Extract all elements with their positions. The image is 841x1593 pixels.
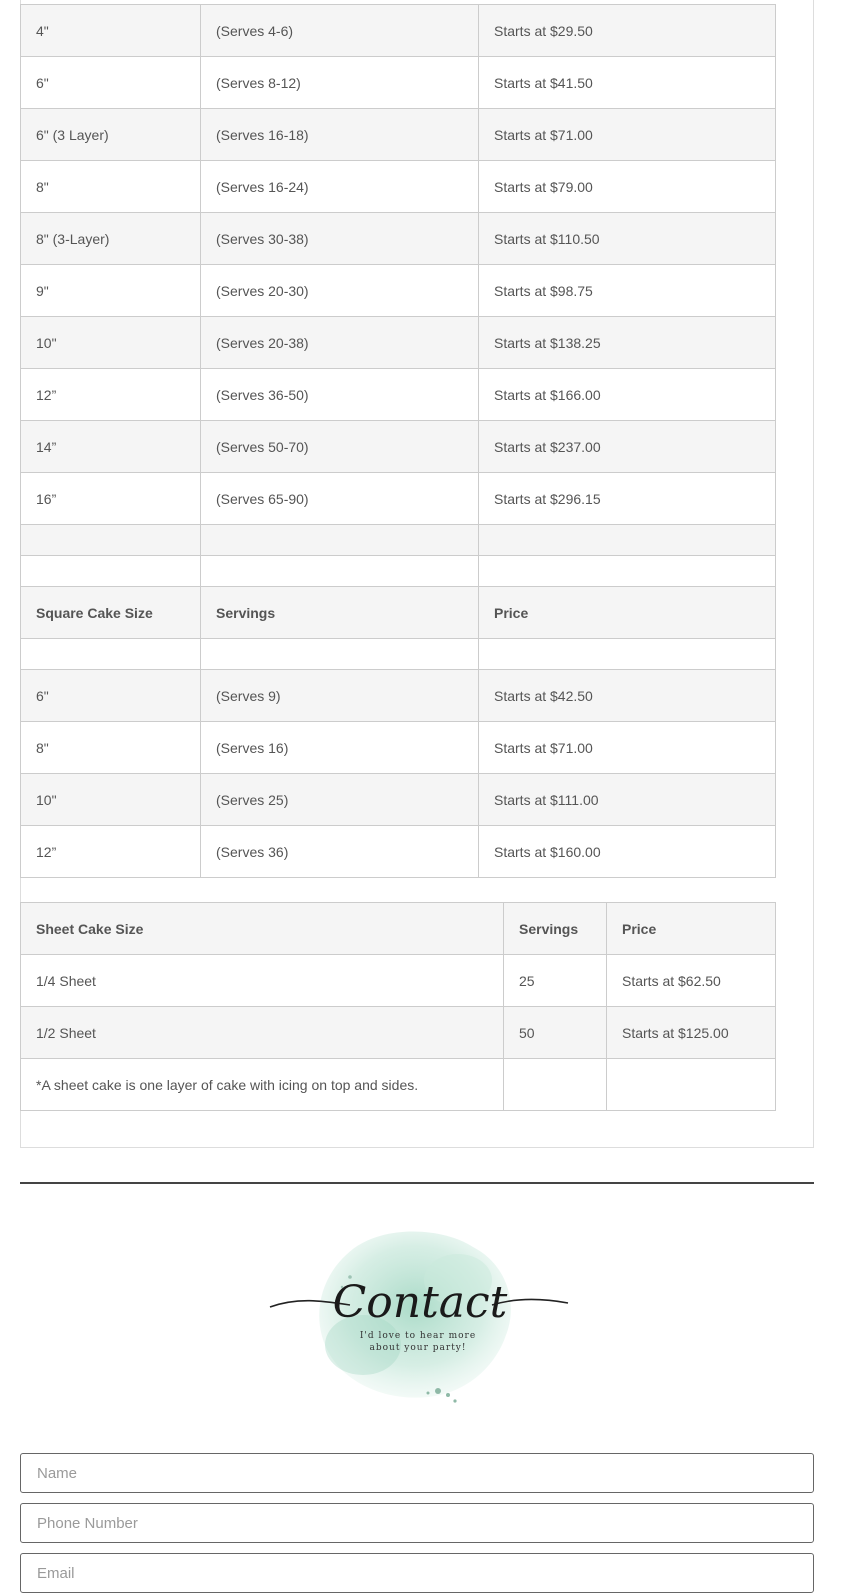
price-cell: Starts at $62.50 [607,955,776,1007]
servings-cell: (Serves 30-38) [201,213,479,265]
square-size-header: Square Cake Size [21,587,201,639]
cake-size-cell: 16” [21,473,201,525]
email-input[interactable] [20,1553,814,1593]
price-header: Price [479,587,776,639]
cake-size-cell: 1/2 Sheet [21,1007,504,1059]
price-cell: Starts at $166.00 [479,369,776,421]
table-row [21,826,776,878]
servings-cell: (Serves 36-50) [201,369,479,421]
price-cell: Starts at $110.50 [479,213,776,265]
servings-cell: 25 [504,955,607,1007]
price-cell: Starts at $296.15 [479,473,776,525]
table-row [21,670,776,722]
price-cell [607,1059,776,1111]
phone-number-input[interactable] [20,1503,814,1543]
price-cell: Starts at $160.00 [479,826,776,878]
table-row [21,473,776,525]
price-header: Price [607,903,776,955]
price-cell: Starts at $138.25 [479,317,776,369]
servings-cell: (Serves 8-12) [201,57,479,109]
table-row [21,161,776,213]
cake-size-cell: 6" [21,670,201,722]
table-row [21,774,776,826]
price-cell: Starts at $41.50 [479,57,776,109]
servings-cell: (Serves 20-30) [201,265,479,317]
contact-subtitle-line1: I'd love to hear more [359,1331,477,1341]
cake-size-cell: 6" [21,57,201,109]
table-row [21,1059,776,1111]
sheet-size-header: Sheet Cake Size [21,903,504,955]
cake-size-cell: 10" [21,774,201,826]
table-row [21,317,776,369]
servings-cell: (Serves 16-18) [201,109,479,161]
cake-size-cell: 10" [21,317,201,369]
price-cell: Starts at $29.50 [479,5,776,57]
table-row [21,109,776,161]
servings-header: Servings [201,587,479,639]
table-row [21,5,776,57]
contact-title: Contact [332,1277,508,1328]
contact-subtitle-line2: about your party! [369,1343,467,1353]
price-cell: Starts at $125.00 [607,1007,776,1059]
contact-logo [268,1225,572,1410]
table-row [21,722,776,774]
cake-size-cell: 8" [21,722,201,774]
cake-size-cell: 8" [21,161,201,213]
cake-size-cell: 6" (3 Layer) [21,109,201,161]
table-row [21,1007,776,1059]
sheet-header-row [21,903,776,955]
table-row [21,57,776,109]
cake-size-cell: 12” [21,369,201,421]
sheet-cake-note: *A sheet cake is one layer of cake with icing on top and sides. [21,1059,504,1111]
price-cell: Starts at $98.75 [479,265,776,317]
name-input[interactable] [20,1453,814,1493]
section-divider [20,1182,814,1184]
servings-cell: (Serves 50-70) [201,421,479,473]
empty-row [21,556,776,587]
table-row [21,421,776,473]
servings-cell: (Serves 25) [201,774,479,826]
table-row [21,955,776,1007]
empty-row [21,639,776,670]
servings-cell [504,1059,607,1111]
table-row [21,213,776,265]
servings-cell: (Serves 4-6) [201,5,479,57]
cake-size-cell: 9" [21,265,201,317]
round-square-pricing-table [20,4,776,878]
cake-size-cell: 8" (3-Layer) [21,213,201,265]
price-cell: Starts at $42.50 [479,670,776,722]
servings-cell: (Serves 16) [201,722,479,774]
empty-row [21,525,776,556]
servings-cell: (Serves 20-38) [201,317,479,369]
table-row [21,369,776,421]
servings-cell: (Serves 36) [201,826,479,878]
servings-header: Servings [504,903,607,955]
price-cell: Starts at $237.00 [479,421,776,473]
square-header-row [21,587,776,639]
servings-cell: 50 [504,1007,607,1059]
cake-size-cell: 1/4 Sheet [21,955,504,1007]
price-cell: Starts at $71.00 [479,722,776,774]
cake-size-cell: 12” [21,826,201,878]
price-cell: Starts at $111.00 [479,774,776,826]
servings-cell: (Serves 65-90) [201,473,479,525]
servings-cell: (Serves 9) [201,670,479,722]
cake-size-cell: 4" [21,5,201,57]
servings-cell: (Serves 16-24) [201,161,479,213]
price-cell: Starts at $79.00 [479,161,776,213]
sheet-cake-pricing-table [20,902,776,1111]
price-cell: Starts at $71.00 [479,109,776,161]
cake-size-cell: 14” [21,421,201,473]
table-row [21,265,776,317]
